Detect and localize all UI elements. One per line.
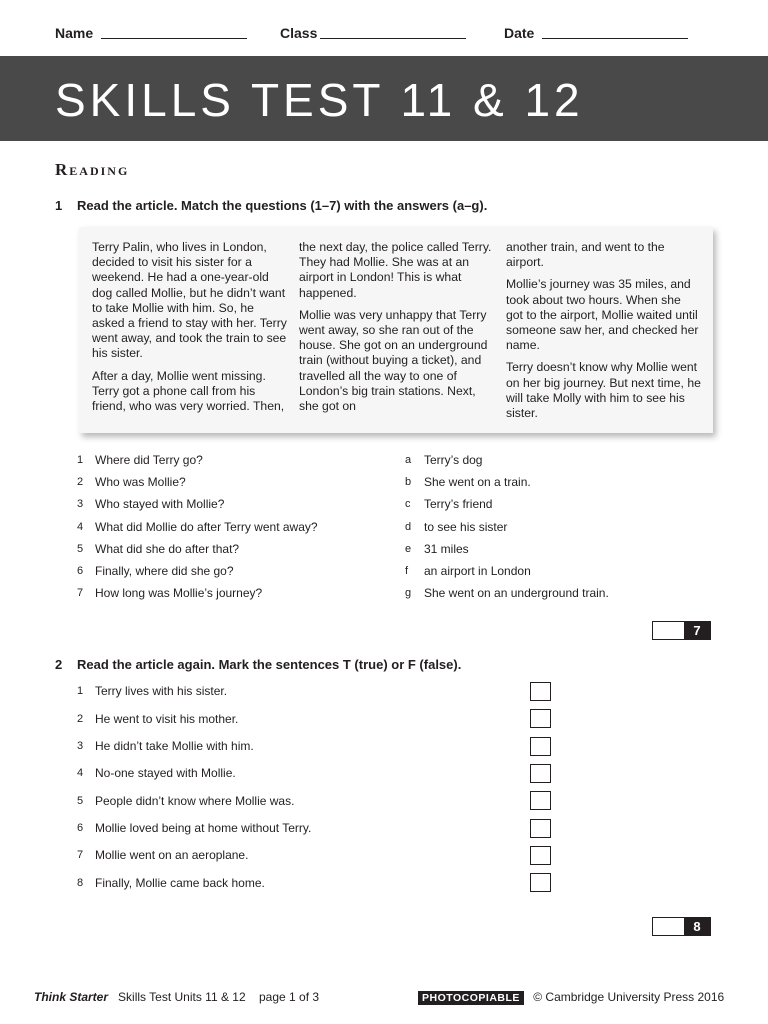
- sentence-text: He went to visit his mother.: [95, 712, 239, 726]
- question-text: Who was Mollie?: [95, 475, 186, 489]
- question-text: Finally, where did she go?: [95, 564, 234, 578]
- sentence-number: 6: [77, 822, 84, 834]
- question-number: 1: [77, 454, 84, 466]
- sentence-number: 5: [77, 795, 84, 807]
- sentence-text: He didn’t take Mollie with him.: [95, 739, 254, 753]
- answer-text: Terry’s friend: [424, 497, 493, 511]
- page-title: SKILLS TEST 11 & 12: [55, 74, 584, 126]
- sentence-number: 8: [77, 877, 84, 889]
- answer-letter: b: [405, 476, 412, 488]
- article-column-1: [92, 240, 287, 421]
- footer-page-number: page 1 of 3: [259, 990, 320, 1004]
- article-paragraph: the next day, the police called Terry. They had Mollie. She was at an airport in London! This is what happened.: [299, 240, 492, 300]
- task2-instruction: Read the article again. Mark the sentences T (true) or F (false).: [77, 657, 462, 672]
- true-false-box[interactable]: [530, 709, 551, 728]
- sentence-number: 7: [77, 849, 84, 861]
- footer-test-name: Skills Test Units 11 & 12: [118, 990, 246, 1004]
- task1-score-field[interactable]: [653, 622, 684, 639]
- task2-score-field[interactable]: [653, 918, 684, 935]
- question-text: What did Mollie do after Terry went away?: [95, 520, 318, 534]
- true-false-box[interactable]: [530, 737, 551, 756]
- true-false-box[interactable]: [530, 819, 551, 838]
- name-field[interactable]: [101, 38, 247, 39]
- answer-letter: c: [405, 498, 411, 510]
- answer-letter: g: [405, 587, 412, 599]
- footer-copyright: © Cambridge University Press 2016: [533, 990, 725, 1004]
- answer-text: She went on a train.: [424, 475, 531, 489]
- answer-text: 31 miles: [424, 542, 469, 556]
- article-paragraph: Mollie was very unhappy that Terry went away, so she ran out of the house. She got on an underground train (without buying a ticket), and travelled all the way to one of London’s big train stations. Next, she got on: [299, 307, 488, 414]
- question-text: Where did Terry go?: [95, 453, 203, 467]
- date-label: Date: [504, 25, 535, 41]
- true-false-box[interactable]: [530, 873, 551, 892]
- question-number: 6: [77, 565, 84, 577]
- sentence-number: 4: [77, 767, 84, 779]
- article-paragraph: another train, and went to the airport.: [506, 240, 665, 270]
- footer-right: [418, 990, 724, 1004]
- answer-text: She went on an underground train.: [424, 586, 609, 600]
- task2-score-total: 8: [684, 918, 710, 935]
- question-number: 4: [77, 521, 84, 533]
- photocopiable-badge: PHOTOCOPIABLE: [418, 991, 524, 1005]
- question-text: Who stayed with Mollie?: [95, 497, 225, 511]
- article-box: [79, 227, 713, 433]
- true-false-box[interactable]: [530, 846, 551, 865]
- sentence-number: 3: [77, 740, 84, 752]
- task1-number: 1: [55, 198, 63, 213]
- true-false-box[interactable]: [530, 764, 551, 783]
- task1-score-total: 7: [684, 622, 710, 639]
- sentence-text: No-one stayed with Mollie.: [95, 766, 236, 780]
- answer-letter: a: [405, 454, 412, 466]
- task2-score-box: [652, 917, 711, 936]
- task1-score-box: [652, 621, 711, 640]
- class-field[interactable]: [320, 38, 466, 39]
- class-label: Class: [280, 25, 318, 41]
- sentence-number: 2: [77, 713, 84, 725]
- question-number: 7: [77, 587, 84, 599]
- name-label: Name: [55, 25, 94, 41]
- true-false-box[interactable]: [530, 791, 551, 810]
- article-column-3: [506, 240, 701, 428]
- answer-letter: e: [405, 543, 412, 555]
- section-heading: [55, 160, 129, 180]
- question-number: 3: [77, 498, 84, 510]
- section-heading-text: Reading: [55, 160, 130, 179]
- article-paragraph: Terry Palin, who lives in London, decided to visit his sister for a weekend. He had a one-year-old dog called Mollie, but he didn’t want to take Mollie with him. So, he asked a friend to stay with her. Terry went away, and took the train to see his sister.: [92, 240, 287, 361]
- sentence-text: Mollie went on an aeroplane.: [95, 848, 249, 862]
- question-number: 5: [77, 543, 84, 555]
- question-number: 2: [77, 476, 84, 488]
- question-text: How long was Mollie’s journey?: [95, 586, 263, 600]
- task1-instruction: Read the article. Match the questions (1–7) with the answers (a–g).: [77, 198, 488, 213]
- date-field[interactable]: [542, 38, 688, 39]
- answer-text: Terry’s dog: [424, 453, 483, 467]
- footer-book-title: Think Starter: [34, 990, 109, 1004]
- sentence-text: Finally, Mollie came back home.: [95, 876, 265, 890]
- footer-left: [34, 990, 319, 1004]
- answer-text: to see his sister: [424, 520, 508, 534]
- sentence-text: Terry lives with his sister.: [95, 684, 228, 698]
- article-column-2: [299, 240, 494, 421]
- article-paragraph: Mollie’s journey was 35 miles, and took about two hours. When she got to the airport, Mollie waited until someone saw her, and checked her name.: [506, 277, 699, 353]
- answer-letter: f: [405, 565, 409, 577]
- answer-text: an airport in London: [424, 564, 531, 578]
- article-paragraph: Terry doesn’t know why Mollie went on her big journey. But next time, he will take Molly with him to see his sister.: [506, 360, 701, 421]
- answer-letter: d: [405, 521, 412, 533]
- article-paragraph: After a day, Mollie went missing. Terry got a phone call from his friend, who was very worried. Then,: [92, 368, 285, 414]
- sentence-number: 1: [77, 685, 84, 697]
- sentence-text: People didn’t know where Mollie was.: [95, 794, 295, 808]
- sentence-text: Mollie loved being at home without Terry.: [95, 821, 312, 835]
- true-false-box[interactable]: [530, 682, 551, 701]
- question-text: What did she do after that?: [95, 542, 240, 556]
- task2-number: 2: [55, 657, 63, 672]
